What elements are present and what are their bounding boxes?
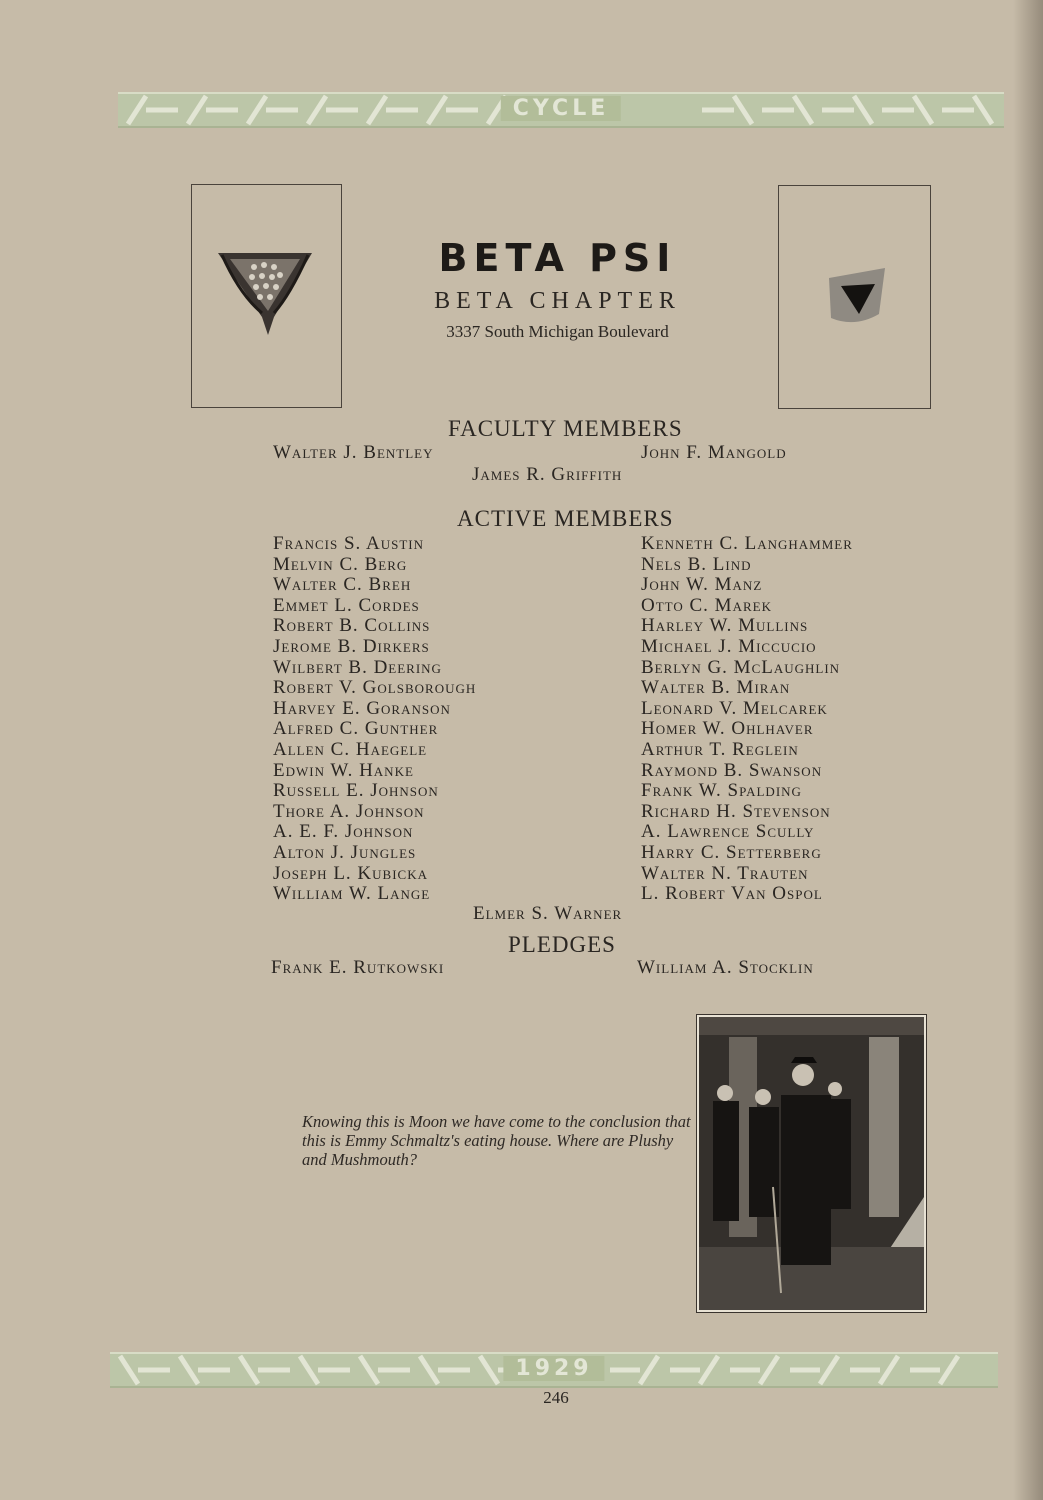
- top-decorative-banner: [118, 92, 1004, 128]
- members-photo: [697, 1015, 926, 1312]
- active-members-left-column: [273, 533, 476, 904]
- active-member: Walter C. Breh: [273, 574, 412, 596]
- faculty-member: James R. Griffith: [472, 464, 623, 485]
- bottom-decorative-banner: [110, 1352, 998, 1388]
- active-member: John W. Manz: [641, 574, 763, 596]
- active-member: Jerome B. Dirkers: [273, 635, 430, 657]
- photo-caption: Knowing this is Moon we have come to the conclusion that this is Emmy Schmaltz's eating house. Where are Plushy and Mushmouth?: [302, 1112, 691, 1169]
- active-member: Raymond B. Swanson: [641, 759, 823, 781]
- active-member: Berlyn G. McLaughlin: [641, 656, 841, 678]
- active-member: Leonard V. Melcarek: [641, 697, 828, 719]
- active-member: Frank W. Spalding: [641, 780, 802, 802]
- active-member: Arthur T. Reglein: [641, 738, 799, 760]
- active-member: Alfred C. Gunther: [273, 718, 439, 740]
- page-edge-shadow: [1013, 0, 1043, 1500]
- fraternity-title: BETA PSI: [438, 236, 677, 280]
- active-member: Walter N. Trauten: [641, 862, 809, 884]
- active-member: Joseph L. Kubicka: [273, 862, 428, 884]
- active-member: Harry C. Setterberg: [641, 841, 822, 863]
- pledge-member: William A. Stocklin: [637, 957, 814, 978]
- active-member: Allen C. Haegele: [273, 738, 428, 760]
- banner-bottom-year: 1929: [503, 1356, 604, 1381]
- active-member: Emmet L. Cordes: [273, 594, 420, 616]
- pledge-member: Frank E. Rutkowski: [271, 957, 445, 978]
- active-member-centered: Elmer S. Warner: [473, 903, 623, 924]
- active-member: A. Lawrence Scully: [641, 821, 815, 843]
- active-member: Walter B. Miran: [641, 677, 791, 699]
- chapter-address: 3337 South Michigan Boulevard: [446, 322, 669, 341]
- photo-scene: [699, 1017, 924, 1310]
- active-member: Melvin C. Berg: [273, 553, 408, 575]
- active-member: Nels B. Lind: [641, 553, 752, 575]
- faculty-member: John F. Mangold: [641, 442, 787, 463]
- active-member: Robert V. Golsborough: [273, 677, 477, 699]
- chapter-name: BETA CHAPTER: [434, 288, 681, 314]
- active-member: Thore A. Johnson: [273, 800, 425, 822]
- active-member: Michael J. Miccucio: [641, 635, 817, 657]
- active-member: Kenneth C. Langhammer: [641, 533, 853, 554]
- active-member: Otto C. Marek: [641, 594, 772, 616]
- active-heading: ACTIVE MEMBERS: [457, 506, 674, 531]
- banner-top-text: CYCLE: [501, 96, 621, 121]
- pledges-heading: PLEDGES: [508, 932, 616, 957]
- faculty-member: Walter J. Bentley: [273, 442, 434, 463]
- active-member: L. Robert Van Ospol: [641, 883, 823, 905]
- active-member: Francis S. Austin: [273, 533, 425, 554]
- active-member: Richard H. Stevenson: [641, 800, 831, 822]
- active-member: Wilbert B. Deering: [273, 656, 442, 678]
- faculty-heading: FACULTY MEMBERS: [448, 416, 683, 441]
- active-member: Harvey E. Goranson: [273, 697, 451, 719]
- active-member: William W. Lange: [273, 883, 431, 905]
- active-member: Edwin W. Hanke: [273, 759, 414, 781]
- active-member: A. E. F. Johnson: [273, 821, 414, 843]
- active-members-right-column: [641, 533, 853, 904]
- active-member: Harley W. Mullins: [641, 615, 809, 637]
- active-member: Russell E. Johnson: [273, 780, 439, 802]
- active-member: Alton J. Jungles: [273, 841, 417, 863]
- active-member: Homer W. Ohlhaver: [641, 718, 814, 740]
- active-member: Robert B. Collins: [273, 615, 431, 637]
- page-number: 246: [543, 1388, 569, 1407]
